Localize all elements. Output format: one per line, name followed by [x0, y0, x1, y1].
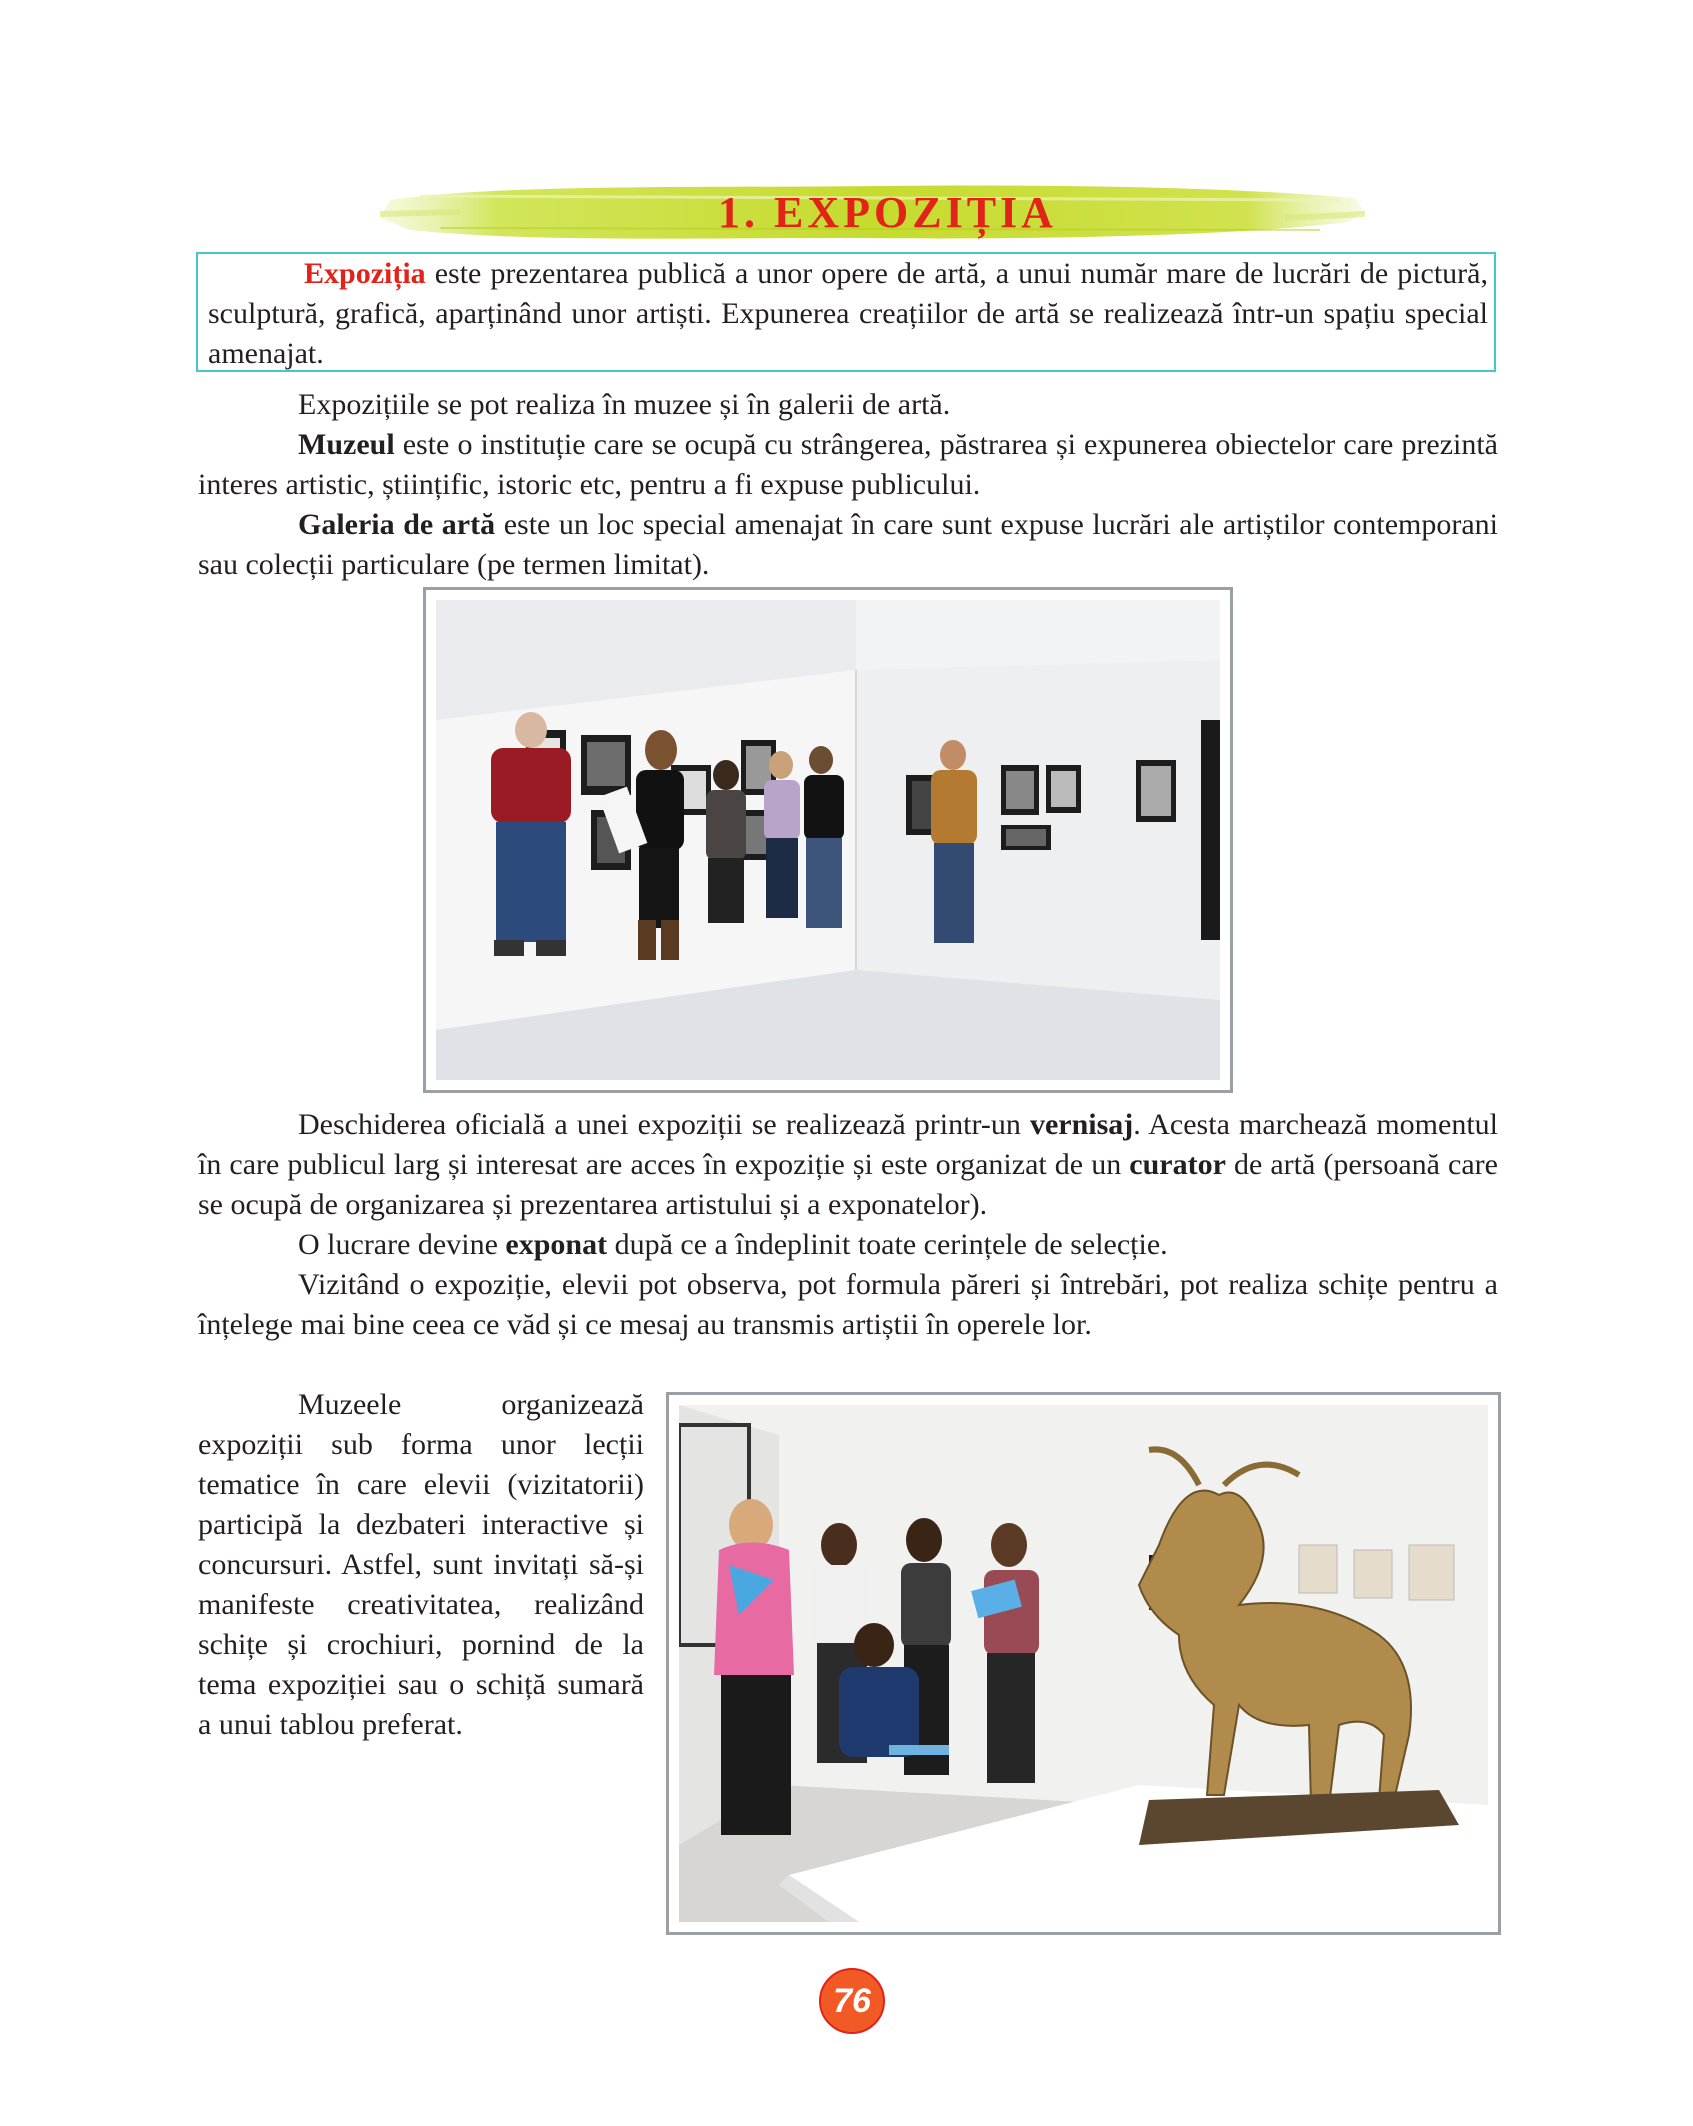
paragraph-museum-lessons: Muzeele organizează expoziții sub forma unor lecții tematice în care elevii (vizitatorii) participă la dezbateri interactive și concursuri. Astfel, sunt invitați să-și manifeste creativitatea, realizând schițe și crochiuri, pornind de la tema expoziției sau o schiță sumară a unui tablou preferat. [198, 1388, 644, 1741]
paragraph-visiting: Vizitând o expoziție, elevii pot observa, pot formula păreri și întrebări, pot realiza schițe pentru a înțelege mai bine ceea ce văd și ce mesaj au transmis artiștii în operele lor. [198, 1268, 1498, 1341]
paragraph-exhibit [198, 1225, 1498, 1265]
page-number-badge [817, 1966, 887, 2036]
exhibit-text-a: O lucrare devine [298, 1228, 506, 1261]
intro-text-block [198, 385, 1498, 585]
term-gallery: Galeria de artă [298, 508, 496, 541]
page-title: 1. EXPOZIȚIA [718, 187, 1057, 237]
paragraph-museum [198, 425, 1498, 505]
paragraph-exhibitions: Expozițiile se pot realiza în muzee și în galerii de artă. [298, 388, 951, 421]
paragraph-gallery [198, 505, 1498, 585]
paragraph-vernissage [198, 1105, 1498, 1225]
definition-box [196, 252, 1496, 372]
students-sketching-image [679, 1405, 1488, 1922]
page-number: 76 [833, 1981, 871, 2020]
museum-lessons-text-block [198, 1385, 644, 1745]
gallery-definition: este un loc special amenajat în care sunt expuse lucrări ale artiștilor contemporani sau colecții particulare (pe termen limitat). [198, 508, 1498, 581]
vernissage-text-block [198, 1105, 1498, 1345]
term-curator: curator [1129, 1148, 1226, 1181]
museum-definition: este o instituție care se ocupă cu strângerea, păstrarea și expunerea obiectelor care prezintă interes artistic, științific, istoric etc, pentru a fi expuse publicului. [198, 428, 1498, 501]
gallery-visitors-photo [423, 587, 1233, 1093]
definition-paragraph [208, 254, 1488, 374]
definition-text: este prezentarea publică a unor opere de artă, a unui număr mare de lucrări de pictură, sculptură, grafică, aparținând unor artiști. Expunerea creațiilor de artă se realizează într-un spațiu special amenajat. [208, 257, 1488, 370]
exhibit-text-b: după ce a îndeplinit toate cerințele de selecție. [607, 1228, 1168, 1261]
term-exhibit: exponat [505, 1228, 608, 1261]
vernissage-text-c: de artă (persoană care se ocupă de organizarea și prezentarea artistului și a exponatelor). [198, 1148, 1498, 1221]
term-vernissage: vernisaj [1029, 1108, 1134, 1141]
definition-term: Expoziția [304, 257, 426, 290]
term-museum: Muzeul [298, 428, 395, 461]
vernissage-text-b: . Acesta marchează momentul în care publicul larg și interesat are acces în expoziție și este organizat de un [198, 1108, 1498, 1181]
students-sketching-photo [666, 1392, 1501, 1935]
title-banner [380, 178, 1365, 246]
gallery-visitors-image [436, 600, 1220, 1080]
vernissage-text-a: Deschiderea oficială a unei expoziții se realizează printr-un [298, 1108, 1030, 1141]
